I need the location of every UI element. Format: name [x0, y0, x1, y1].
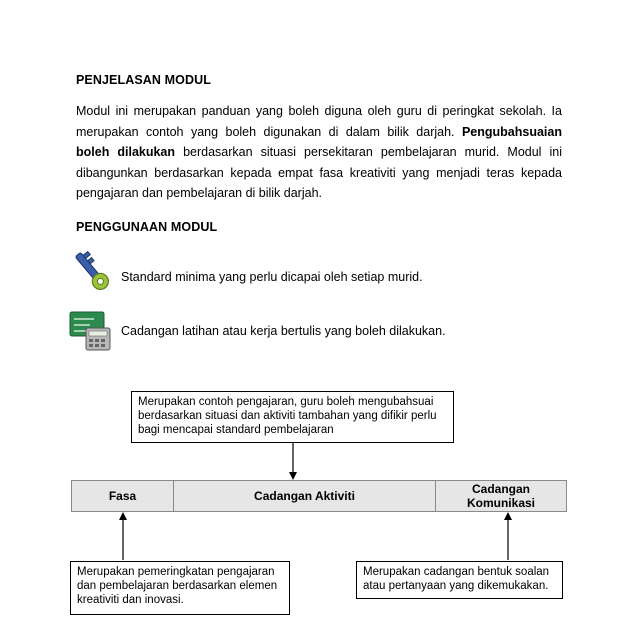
legend-key-text: Standard minima yang perlu dicapai oleh setiap murid.: [121, 270, 423, 284]
module-table-header: [71, 480, 567, 512]
column-cadangan-aktiviti: Cadangan Aktiviti: [173, 481, 435, 511]
section-title-penjelasan: PENJELASAN MODUL: [76, 73, 211, 87]
section-title-penggunaan: PENGGUNAAN MODUL: [76, 220, 218, 234]
description-part-a: Modul ini merupakan panduan yang boleh diguna oleh guru di peringkat sekolah. Ia merupakan contoh yang boleh digunakan di dalam bilik darjah.: [76, 104, 562, 139]
column-cadangan-komunikasi: Cadangan Komunikasi: [435, 481, 566, 511]
legend-calculator-text: Cadangan latihan atau kerja bertulis yang boleh dilakukan.: [121, 324, 446, 338]
description-part-b: berdasarkan situasi persekitaran pembelajaran murid. Modul ini dibangunkan berdasarkan kepada empat fasa kreativiti yang menjadi teras kepada pengajaran dan pembelajaran di bilik darjah.: [76, 145, 562, 200]
komunikasi-callout-box: Merupakan cadangan bentuk soalan atau pertanyaan yang dikemukakan.: [356, 561, 563, 599]
description-bold: Pengubahsuaian boleh dilakukan: [76, 124, 562, 159]
column-fasa: Fasa: [108, 489, 137, 503]
activity-callout-box: Merupakan contoh pengajaran, guru boleh mengubahsuai berdasarkan situasi dan aktiviti tambahan yang difikir perlu bagi mencapai standard pembelajaran: [131, 391, 454, 443]
fasa-callout-box: Merupakan pemeringkatan pengajaran dan pembelajaran berdasarkan elemen kreativiti dan inovasi.: [70, 561, 290, 615]
